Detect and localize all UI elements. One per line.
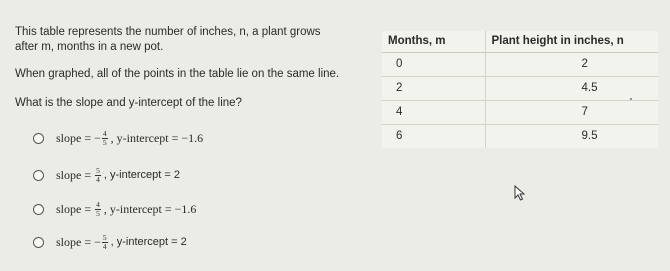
slope-fraction: [95, 167, 101, 184]
table-cell-months: 4: [382, 100, 485, 124]
slope-fraction: [95, 201, 101, 218]
column-header-height: Plant height in inches, n: [485, 31, 658, 52]
table-header-row: [382, 31, 658, 52]
fraction-numerator: 4: [102, 128, 107, 138]
choice-slope-label: slope = −: [56, 130, 101, 145]
slope-fraction: [102, 234, 108, 251]
radio-button[interactable]: [33, 133, 44, 144]
mouse-cursor-icon: [514, 185, 525, 206]
question-intro: This table represents the number of inches, n, a plant grows after m, months in a new pot.: [15, 26, 321, 53]
stray-dot: [630, 98, 632, 100]
data-table: [382, 31, 658, 148]
column-header-months: Months, m: [382, 31, 485, 52]
choice-slope-label: slope =: [56, 167, 95, 182]
answer-choice-4[interactable]: [33, 233, 187, 251]
table-cell-height: 2: [485, 52, 658, 76]
fraction-numerator: 4: [96, 199, 100, 209]
fraction-numerator: 5: [96, 165, 100, 175]
table-cell-height: 9.5: [485, 124, 658, 148]
table-row: [382, 52, 658, 76]
table-row: [382, 76, 658, 100]
table-row: [382, 124, 658, 148]
choice-intercept-label: , y-intercept = 2: [110, 236, 187, 248]
choice-intercept-label: , y-intercept = 2: [103, 169, 180, 181]
fraction-denominator: 4: [102, 241, 107, 251]
table-cell-height: 7: [485, 100, 658, 124]
fraction-denominator: 5: [96, 208, 100, 218]
radio-button[interactable]: [33, 204, 44, 215]
fraction-numerator: 5: [102, 232, 107, 242]
question-statement: When graphed, all of the points in the table lie on the same line.: [15, 68, 340, 80]
choice-intercept-label: , y-intercept = −1.6: [103, 201, 197, 216]
table-cell-months: 6: [382, 124, 485, 148]
table-cell-months: 2: [382, 76, 485, 100]
fraction-denominator: 5: [102, 137, 107, 147]
choice-slope-label: slope = −: [56, 234, 101, 249]
answer-choice-1[interactable]: [33, 129, 203, 147]
fraction-denominator: 4: [96, 174, 100, 184]
radio-button[interactable]: [33, 237, 44, 248]
answer-choice-3[interactable]: [33, 200, 196, 218]
table-cell-months: 0: [382, 52, 485, 76]
choice-slope-label: slope =: [56, 201, 95, 216]
answer-choice-2[interactable]: [33, 166, 180, 184]
radio-button[interactable]: [33, 170, 44, 181]
table-row: [382, 100, 658, 124]
choice-intercept-label: , y-intercept = −1.6: [110, 130, 204, 145]
question-prompt: What is the slope and y-intercept of the line?: [15, 97, 242, 109]
slope-fraction: [102, 130, 108, 147]
table-cell-height: 4.5: [485, 76, 658, 100]
